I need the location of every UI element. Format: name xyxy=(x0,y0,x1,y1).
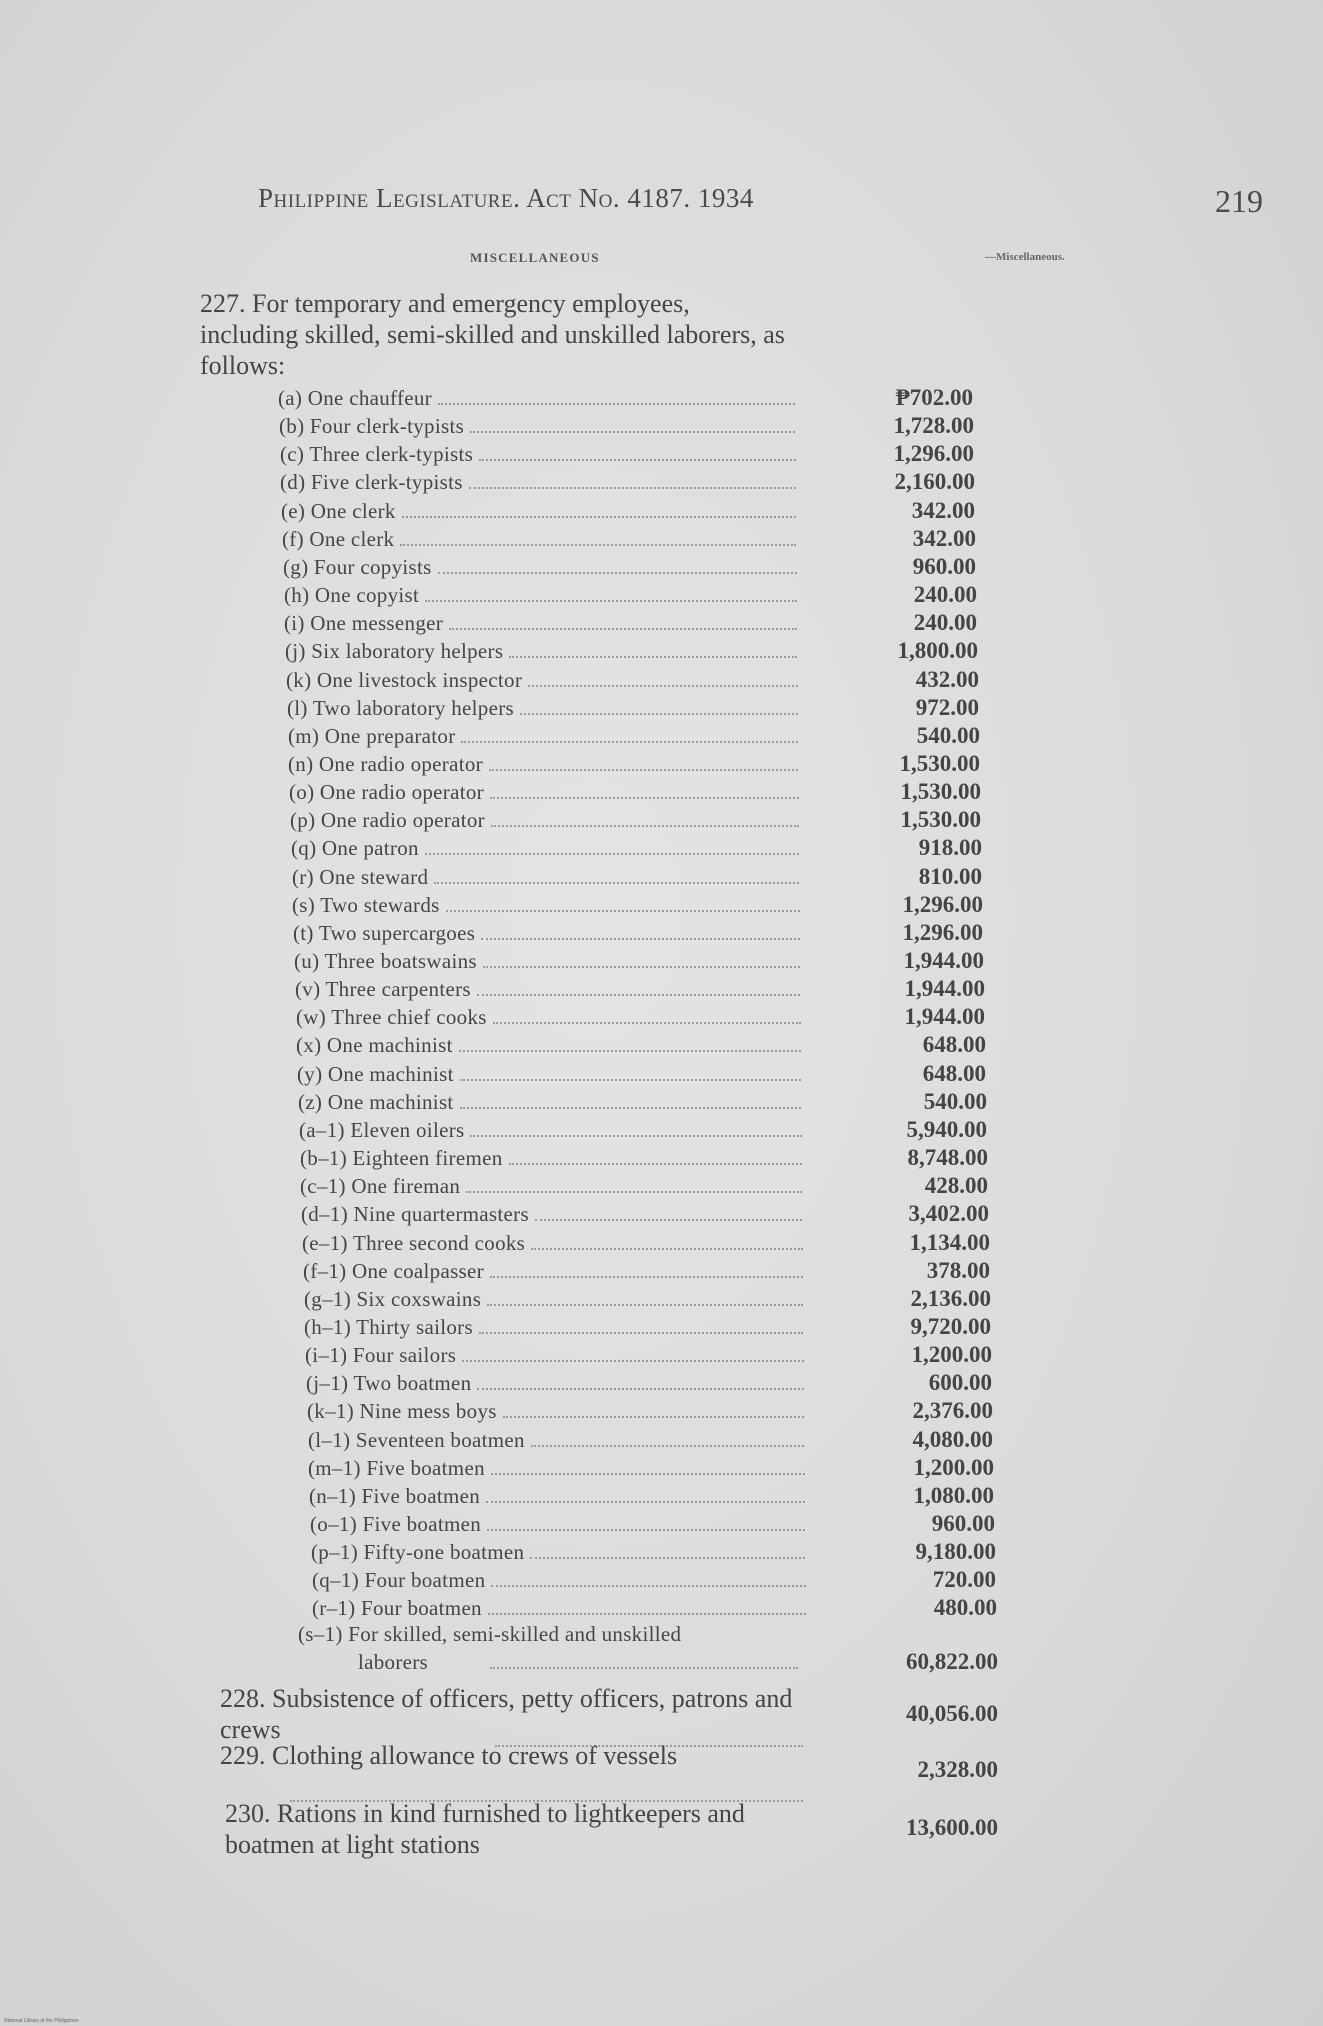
list-item xyxy=(0,609,1323,637)
list-item xyxy=(0,1566,1323,1594)
item-amount: 5,940.00 xyxy=(906,1117,987,1142)
item-amount: 428.00 xyxy=(924,1173,988,1198)
dot-leader xyxy=(459,1050,801,1052)
list-item xyxy=(0,1172,1323,1200)
dot-leader xyxy=(491,1585,806,1587)
item-228 xyxy=(220,1683,810,1745)
dot-leader xyxy=(425,853,799,855)
item-amount: 1,080.00 xyxy=(913,1483,994,1508)
list-item xyxy=(0,1454,1323,1482)
item-amount: 1,296.00 xyxy=(893,441,974,466)
item-label: (r–1) Four boatmen xyxy=(312,1596,482,1620)
item-amount: 9,720.00 xyxy=(910,1314,991,1339)
item-label: (j–1) Two boatmen xyxy=(306,1371,472,1395)
dot-leader xyxy=(449,628,797,630)
dot-leader xyxy=(530,1557,805,1559)
item-label: (u) Three boatswains xyxy=(294,949,477,973)
item-label: (f–1) One coalpasser xyxy=(303,1259,484,1283)
list-item xyxy=(0,468,1323,496)
list-item xyxy=(0,1088,1323,1116)
item-label: (w) Three chief cooks xyxy=(296,1005,487,1029)
dot-leader xyxy=(460,1079,801,1081)
list-item xyxy=(0,1313,1323,1341)
item-amount: 342.00 xyxy=(912,526,976,551)
list-item xyxy=(0,1341,1323,1369)
item-amount: 1,296.00 xyxy=(902,920,983,945)
dot-leader xyxy=(486,1501,805,1503)
dot-leader xyxy=(490,1667,798,1669)
list-item xyxy=(0,806,1323,834)
list-item xyxy=(0,666,1323,694)
item-label: (b) Four clerk-typists xyxy=(279,414,465,438)
list-item xyxy=(0,1200,1323,1228)
item-label: (o–1) Five boatmen xyxy=(310,1512,482,1536)
list-item xyxy=(0,497,1323,525)
dot-leader xyxy=(438,572,797,574)
dot-leader xyxy=(489,769,798,771)
item-amount: 1,296.00 xyxy=(902,892,983,917)
dot-leader xyxy=(461,741,798,743)
list-item xyxy=(0,694,1323,722)
item-amount: 1,134.00 xyxy=(909,1230,990,1255)
item-label: (h) One copyist xyxy=(284,583,420,607)
item-amount: 378.00 xyxy=(926,1258,990,1283)
item-229-amount: 2,328.00 xyxy=(917,1757,998,1782)
list-item xyxy=(0,834,1323,862)
item-label: (j) Six laboratory helpers xyxy=(285,639,504,663)
item-label: (b–1) Eighteen firemen xyxy=(300,1146,503,1170)
dot-leader xyxy=(438,403,795,405)
dot-leader xyxy=(434,882,799,884)
item-label: (k) One livestock inspector xyxy=(286,668,523,692)
item-amount: 1,944.00 xyxy=(903,948,984,973)
item-label: (a–1) Eleven oilers xyxy=(299,1118,465,1142)
item-label: (f) One clerk xyxy=(282,527,395,551)
dot-leader xyxy=(470,431,795,433)
item-label: (g) Four copyists xyxy=(283,555,432,579)
dot-leader xyxy=(462,1360,804,1362)
list-item xyxy=(0,1397,1323,1425)
item-227-intro: 227. For temporary and emergency employees, including skilled, semi-skilled and unskilled laborers, as follows: xyxy=(200,289,785,380)
item-label: (p–1) Fifty-one boatmen xyxy=(311,1540,525,1564)
item-228-text: 228. Subsistence of officers, petty officers, patrons and crews xyxy=(220,1684,793,1744)
item-amount: 720.00 xyxy=(932,1567,996,1592)
list-item xyxy=(0,1003,1323,1031)
item-label: (d) Five clerk-typists xyxy=(280,470,463,494)
item-amount: 1,200.00 xyxy=(913,1455,994,1480)
item-amount: 342.00 xyxy=(911,498,975,523)
item-label: (q–1) Four boatmen xyxy=(312,1568,486,1592)
dot-leader xyxy=(503,1416,804,1418)
item-label: (c–1) One fireman xyxy=(300,1174,461,1198)
item-amount: 918.00 xyxy=(918,835,982,860)
list-item xyxy=(0,525,1323,553)
item-amount: 1,530.00 xyxy=(900,807,981,832)
item-amount: 2,160.00 xyxy=(894,469,975,494)
list-item xyxy=(0,975,1323,1003)
running-head: Philippine Legislature. Act No. 4187. 1934 xyxy=(258,183,754,213)
list-item xyxy=(0,1426,1323,1454)
list-item xyxy=(0,1510,1323,1538)
item-label: (m) One preparator xyxy=(288,724,456,748)
item-amount: 4,080.00 xyxy=(912,1427,993,1452)
item-label: (e–1) Three second cooks xyxy=(302,1231,526,1255)
item-amount: 810.00 xyxy=(918,864,982,889)
dot-leader xyxy=(481,938,800,940)
item-amount: 8,748.00 xyxy=(907,1145,988,1170)
item-label: (n) One radio operator xyxy=(288,752,483,776)
item-label: (h–1) Thirty sailors xyxy=(304,1315,473,1339)
item-amount: 1,200.00 xyxy=(911,1342,992,1367)
list-item xyxy=(0,412,1323,440)
list-item xyxy=(0,637,1323,665)
dot-leader xyxy=(520,713,798,715)
item-label: (a) One chauffeur xyxy=(278,386,432,410)
item-amount: 540.00 xyxy=(923,1089,987,1114)
item-amount: 1,800.00 xyxy=(897,638,978,663)
dot-leader xyxy=(531,1248,803,1250)
item-label: (v) Three carpenters xyxy=(295,977,471,1001)
item-amount: 2,136.00 xyxy=(910,1286,991,1311)
item-amount: 960.00 xyxy=(931,1511,995,1536)
item-amount: 240.00 xyxy=(913,582,977,607)
item-label: (d–1) Nine quartermasters xyxy=(301,1202,529,1226)
item-label: (n–1) Five boatmen xyxy=(309,1484,481,1508)
list-item xyxy=(0,1369,1323,1397)
item-amount: 960.00 xyxy=(912,554,976,579)
list-item xyxy=(0,440,1323,468)
list-item xyxy=(0,778,1323,806)
list-item xyxy=(0,1144,1323,1172)
item-label: (o) One radio operator xyxy=(289,780,484,804)
dot-leader xyxy=(487,1529,805,1531)
dot-leader xyxy=(491,825,799,827)
dot-leader xyxy=(402,516,796,518)
item-label: (p) One radio operator xyxy=(290,808,485,832)
item-label: (k–1) Nine mess boys xyxy=(307,1399,497,1423)
item-label: (l–1) Seventeen boatmen xyxy=(308,1428,525,1452)
item-label: (y) One machinist xyxy=(297,1062,454,1086)
list-item xyxy=(0,891,1323,919)
margin-note: —Miscellaneous. xyxy=(985,251,1065,263)
item-label: (s–1) For skilled, semi-skilled and unskilled xyxy=(298,1622,682,1646)
item-amount: 3,402.00 xyxy=(908,1201,989,1226)
item-label: (l) Two laboratory helpers xyxy=(287,696,514,720)
item-229 xyxy=(220,1740,810,1771)
item-label: (e) One clerk xyxy=(281,499,396,523)
list-item xyxy=(0,1257,1323,1285)
dot-leader xyxy=(460,1107,801,1109)
item-230-text: 230. Rations in kind furnished to lightkeepers and boatmen at light stations xyxy=(225,1799,745,1859)
item-amount: 480.00 xyxy=(933,1595,997,1620)
item-label: (s) Two stewards xyxy=(292,893,440,917)
dot-leader xyxy=(509,1163,802,1165)
item-amount: 1,728.00 xyxy=(893,413,974,438)
list-item xyxy=(0,1620,1323,1680)
item-amount: 9,180.00 xyxy=(915,1539,996,1564)
dot-leader xyxy=(509,656,797,658)
list-item xyxy=(0,919,1323,947)
dot-leader xyxy=(531,1445,804,1447)
dot-leader xyxy=(490,797,799,799)
item-amount: 432.00 xyxy=(915,667,979,692)
item-amount: 600.00 xyxy=(928,1370,992,1395)
item-amount: 2,376.00 xyxy=(912,1398,993,1423)
item-label: (z) One machinist xyxy=(298,1090,454,1114)
item-amount: 240.00 xyxy=(913,610,977,635)
item-label: (m–1) Five boatmen xyxy=(308,1456,485,1480)
list-item xyxy=(0,581,1323,609)
list-item xyxy=(0,1116,1323,1144)
list-item xyxy=(0,1285,1323,1313)
item-label: (t) Two supercargoes xyxy=(293,921,476,945)
dot-leader xyxy=(487,1304,803,1306)
item-amount: 1,530.00 xyxy=(900,779,981,804)
list-item xyxy=(0,1060,1323,1088)
dot-leader xyxy=(477,1388,804,1390)
dot-leader xyxy=(493,1022,801,1024)
item-amount: 648.00 xyxy=(922,1032,986,1057)
item-label: (i–1) Four sailors xyxy=(305,1343,457,1367)
dot-leader xyxy=(490,1276,803,1278)
page-number: 219 xyxy=(1215,183,1263,219)
item-label: (x) One machinist xyxy=(296,1033,453,1057)
dot-leader xyxy=(470,1135,802,1137)
list-item xyxy=(0,1229,1323,1257)
dot-leader xyxy=(469,487,796,489)
list-item xyxy=(0,1594,1323,1622)
item-amount: 1,530.00 xyxy=(899,751,980,776)
item-228-amount: 40,056.00 xyxy=(906,1701,998,1726)
list-item xyxy=(0,384,1323,412)
item-amount: ₱702.00 xyxy=(895,385,973,410)
dot-leader xyxy=(477,994,800,996)
item-230-amount: 13,600.00 xyxy=(906,1815,998,1840)
dot-leader xyxy=(479,459,796,461)
item-amount: 1,944.00 xyxy=(904,1004,985,1029)
list-item xyxy=(0,1031,1323,1059)
dot-leader xyxy=(400,544,796,546)
dot-leader xyxy=(535,1219,802,1221)
section-heading: MISCELLANEOUS xyxy=(470,250,600,265)
item-amount: 60,822.00 xyxy=(906,1649,998,1674)
dot-leader xyxy=(488,1613,806,1615)
item-amount: 1,944.00 xyxy=(904,976,985,1001)
item-label: (i) One messenger xyxy=(284,611,444,635)
list-item xyxy=(0,553,1323,581)
list-item xyxy=(0,947,1323,975)
list-item xyxy=(0,863,1323,891)
dot-leader xyxy=(479,1332,803,1334)
item-amount: 648.00 xyxy=(922,1061,986,1086)
dot-leader xyxy=(466,1191,802,1193)
dot-leader xyxy=(446,910,800,912)
footer-credit: National Library of the Philippines xyxy=(4,2018,79,2024)
item-label: (r) One steward xyxy=(292,865,429,889)
item-amount: 540.00 xyxy=(916,723,980,748)
item-229-text: 229. Clothing allowance to crews of vessels xyxy=(220,1741,678,1770)
list-item xyxy=(0,722,1323,750)
dot-leader xyxy=(483,966,800,968)
item-label: (g–1) Six coxswains xyxy=(304,1287,482,1311)
list-item xyxy=(0,1482,1323,1510)
item-amount: 972.00 xyxy=(915,695,979,720)
list-item xyxy=(0,750,1323,778)
list-item xyxy=(0,1538,1323,1566)
item-label: (c) Three clerk-typists xyxy=(280,442,474,466)
item-230 xyxy=(225,1798,815,1860)
dot-leader xyxy=(491,1473,805,1475)
dot-leader xyxy=(528,685,798,687)
item-label-continued: laborers xyxy=(358,1650,429,1674)
dot-leader xyxy=(425,600,797,602)
item-label: (q) One patron xyxy=(291,836,419,860)
